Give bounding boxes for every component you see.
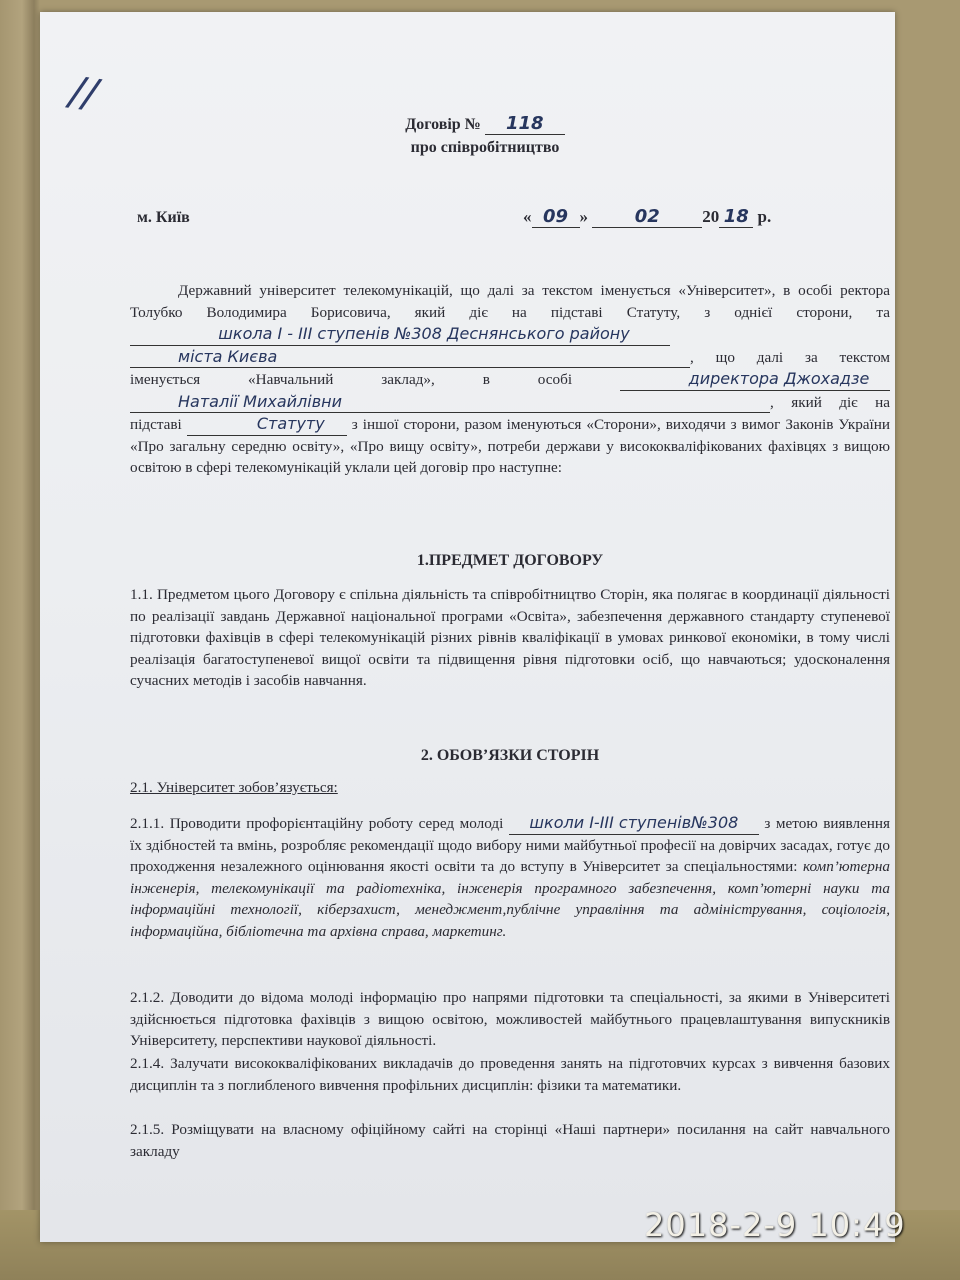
contract-number: 118 [485, 113, 565, 135]
section1-title: 1.ПРЕДМЕТ ДОГОВОРУ [416, 552, 604, 569]
date-day: 09 [532, 206, 580, 228]
school-name-line-2: міста Києва [130, 346, 690, 369]
date-month: 02 [592, 206, 702, 228]
basis-field: Статуту [187, 413, 347, 436]
director-line-1: директора Джохадзе [620, 368, 890, 391]
contract-subtitle: про співробітництво [410, 139, 560, 156]
year-unit: р. [757, 207, 772, 226]
photo-timestamp: 2018-2-9 10:49 [644, 1206, 906, 1244]
contract-date: « 09 » 02 20 18 р. [523, 206, 772, 227]
contract-title [330, 113, 640, 135]
clause-2-1-1: 2.1.1. Проводити профорієнтаційну роботу серед молоді школи І-ІІІ ступенів№308 з метою виявлення їх здібностей та вмінь, розробляє рекомендації щодо вибору ними майбутньої професії на довірчих засадах, готує до проходження незалежного оцінювання якості освіти та до вступу в Університет за спеціальностями: комп’ютерна інженерія, телекомунікації та радіотехніка, інженерія програмного забезпечення, комп’ютерні науки та інформаційні технології, кіберзахист, менеджмент,публічне управління та адміністрування, соціологія, інформаційна, бібліотечна та архівна справа, маркетинг. [130, 813, 891, 940]
number-sign: № [464, 116, 481, 133]
clause-2-1-4: 2.1.4. Залучати висококваліфікованих викладачів до проведення занять на підготовчих курсах з вивчення базових дисциплін та з поглибленого вивчення профільних дисциплін: фізики та математики. [130, 1055, 890, 1094]
section2-subtitle: 2.1. Університет зобов’язується: [130, 779, 338, 796]
section2-title: 2. ОБОВ’ЯЗКИ СТОРІН [420, 747, 600, 764]
contract-page [40, 12, 895, 1242]
clause-2-1-1-school: школи І-ІІІ ступенів№308 [509, 812, 759, 835]
school-name-line-1: школа І - ІІІ ступенів №308 Деснянського району [130, 323, 670, 346]
intro-paragraph: Державний університет телекомунікацій, що далі за текстом іменується «Університет», в особі ректора Толубко Володимира Борисовича, який діє на підставі Статуту, з однієї сторони, та школа І - ІІІ ступенів №308 Деснянського району міста Києва , що далі за текстом іменується «Навчальний заклад», в особі директора Джохадзе Наталії Михайлівни , який діє на підставі Статуту з іншої сторони, разом іменуються «Сторони», виходячи з вимог Законів України «Про загальну середню освіту», «Про вищу освіту», потреби держави у висококваліфікованих фахівцях з вищою освітою в сфері телекомунікацій уклали цей договір про наступне: [130, 282, 891, 476]
year-prefix: 20 [702, 207, 720, 226]
date-year: 18 [719, 206, 753, 228]
contract-label: Договір [405, 116, 461, 133]
clause-2-1-5: 2.1.5. Розміщувати на власному офіційному сайті на сторінці «Наші партнери» посилання на сайт навчального закладу [130, 1121, 890, 1160]
city: м. Київ [137, 209, 190, 226]
section1-text: 1.1. Предметом цього Договору є спільна діяльність та співробітництво Сторін, яка полягає в координації діяльності по реалізації завдань Державної національної програми «Освіта», забезпечення державного стандарту ступеневої підготовки фахівців в сфері телекомунікацій різних рівнів кваліфікації в умовах ринкової економіки, в тому числі реалізація багатоступеневої вищої освіти та підвищення рівня підготовки осіб, що навчаються; удосконалення сучасних методів і засобів навчання. [130, 586, 890, 689]
margin-handwritten-mark: // [66, 68, 101, 118]
clause-2-1-2: 2.1.2. Доводити до відома молоді інформацію про напрями підготовки та спеціальності, за якими в Університеті здійснюється підготовка фахівців з вищою освітою, можливостей майбутнього працевлаштування випускників Університету, перспективи наукової діяльності. [130, 989, 890, 1049]
director-line-2: Наталії Михайлівни [130, 391, 770, 414]
specialties-list: комп’ютерна інженерія, телекомунікації та радіотехніка, інженерія програмного забезпечення, комп’ютерні науки та інформаційні технології, кіберзахист, менеджмент,публічне управління та адміністрування, соціологія, інформаційна, бібліотечна та архівна справа, маркетинг. [130, 858, 890, 940]
